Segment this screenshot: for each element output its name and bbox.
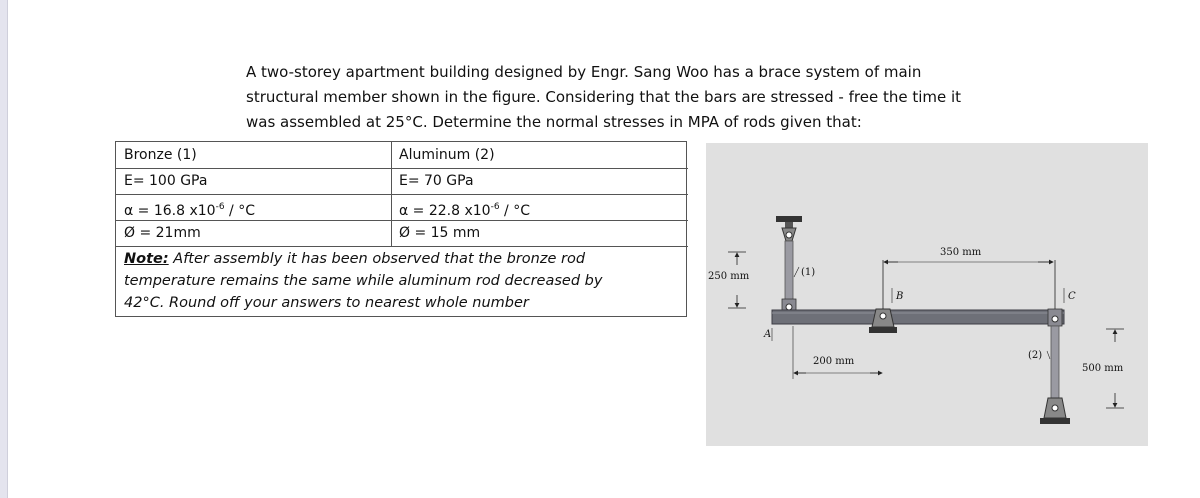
dimension-250	[708, 252, 750, 308]
point-a-label: A	[764, 329, 772, 340]
note-label: Note:	[124, 251, 169, 267]
aluminum-alpha-unit: / °C	[499, 203, 530, 219]
aluminum-alpha-exponent: -6	[490, 202, 500, 212]
bronze-header: Bronze (1)	[124, 147, 197, 163]
aluminum-header: Aluminum (2)	[399, 147, 495, 163]
dim-350-label: 350 mm	[940, 247, 982, 258]
table-divider	[116, 194, 688, 195]
rod-1-label: (1)	[801, 267, 816, 278]
table-column-divider	[391, 142, 392, 246]
bottom-ground-support	[1040, 398, 1070, 424]
brace-system-figure	[706, 143, 1148, 446]
rigid-beam	[772, 310, 1064, 324]
bronze-alpha-unit: / °C	[224, 203, 255, 219]
aluminum-alpha-value: α = 22.8 x10	[399, 203, 491, 219]
aluminum-alpha	[399, 197, 530, 221]
bronze-alpha	[124, 197, 255, 221]
problem-line-1: A two-storey apartment building designed by Engr. Sang Woo has a brace system of main	[246, 63, 922, 81]
point-c-label: C	[1068, 291, 1076, 302]
problem-statement	[246, 60, 1046, 135]
dim-250-label: 250 mm	[708, 271, 750, 282]
note-line-2: temperature remains the same while aluminum rod decreased by	[124, 273, 603, 289]
bronze-modulus: E= 100 GPa	[124, 173, 208, 189]
point-b-label: B	[896, 291, 904, 302]
bronze-alpha-exponent: -6	[215, 202, 225, 212]
aluminum-rod-2	[1051, 326, 1059, 398]
brace-diagram	[706, 143, 1148, 446]
aluminum-modulus: E= 70 GPa	[399, 173, 474, 189]
properties-table	[115, 141, 687, 317]
dimension-200	[793, 326, 882, 379]
bronze-alpha-value: α = 16.8 x10	[124, 203, 216, 219]
problem-line-3: was assembled at 25°C. Determine the normal stresses in MPA of rods given that:	[246, 113, 862, 131]
table-divider	[116, 168, 688, 169]
note-line-3: 42°C. Round off your answers to nearest whole number	[124, 295, 529, 311]
dim-500-label: 500 mm	[1082, 363, 1124, 374]
dim-200-label: 200 mm	[813, 356, 855, 367]
dimension-350	[884, 247, 1053, 262]
note-line-1: After assembly it has been observed that the bronze rod	[168, 251, 586, 267]
table-divider	[116, 246, 688, 247]
rod-2-label: (2)	[1028, 350, 1043, 361]
problem-line-2: structural member shown in the figure. Considering that the bars are stressed - free the time it	[246, 88, 962, 106]
top-wall-support	[776, 216, 802, 241]
bronze-diameter: Ø = 21mm	[124, 225, 201, 241]
note-text	[124, 248, 684, 314]
window-left-edge	[0, 0, 8, 498]
aluminum-diameter: Ø = 15 mm	[399, 225, 481, 241]
dimension-500	[1082, 329, 1124, 408]
